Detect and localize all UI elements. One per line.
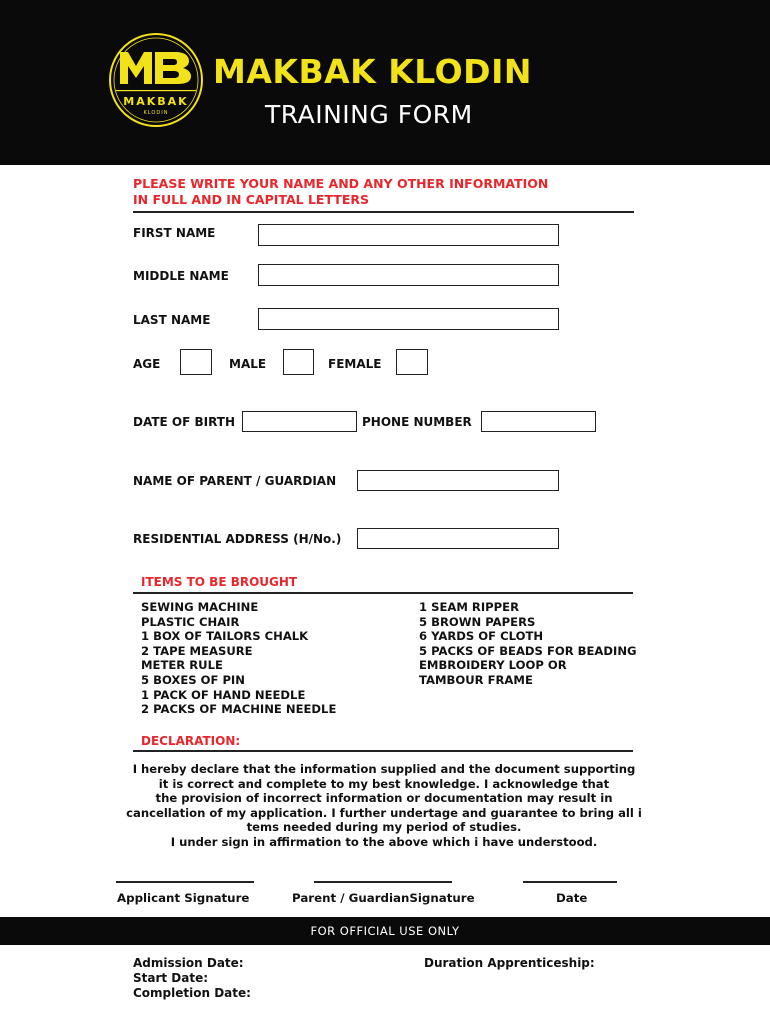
phone-number-label: PHONE NUMBER [362,415,472,429]
first-name-label: FIRST NAME [133,226,216,240]
date-of-birth-label: DATE OF BIRTH [133,415,235,429]
start-date-label: Start Date: [133,970,209,985]
makbak-logo-icon [98,32,214,128]
date-signature-line[interactable] [523,881,617,883]
date-of-birth-field[interactable] [242,411,357,432]
declaration-heading: DECLARATION: [141,734,241,748]
address-field[interactable] [357,528,559,549]
phone-number-field[interactable] [481,411,596,432]
list-item: 5 BROWN PAPERS [419,614,536,629]
list-item: 6 YARDS OF CLOTH [419,629,544,644]
applicant-signature-label: Applicant Signature [117,891,250,905]
parent-signature-label: Parent / GuardianSignature [292,891,475,905]
items-list-left [141,600,336,717]
male-checkbox[interactable] [283,349,314,375]
divider [133,211,634,213]
items-heading: ITEMS TO BE BROUGHT [141,575,298,589]
last-name-label: LAST NAME [133,313,211,327]
list-item: 2 PACKS OF MACHINE NEEDLE [141,702,337,717]
svg-text:KLODIN: KLODIN [143,110,169,116]
list-item: 1 PACK OF HAND NEEDLE [141,687,306,702]
list-item: PLASTIC CHAIR [141,614,240,629]
parent-guardian-label: NAME OF PARENT / GUARDIAN [133,474,337,488]
declaration-line: I hereby declare that the information supplied and the document supporting [132,762,636,776]
female-label: FEMALE [328,357,382,371]
list-item: SEWING MACHINE [141,600,259,614]
parent-signature-line[interactable] [314,881,452,883]
admission-date-label: Admission Date: [133,956,244,970]
instruction-line-1: PLEASE WRITE YOUR NAME AND ANY OTHER INFORMATION [133,176,549,191]
age-field[interactable] [180,349,212,375]
declaration-line: the provision of incorrect information or documentation may result in [155,791,613,806]
instruction-line-2: IN FULL AND IN CAPITAL LETTERS [133,192,369,207]
list-item: 5 PACKS OF BEADS FOR BEADING [419,643,637,658]
applicant-signature-line[interactable] [116,881,254,883]
list-item: 5 BOXES OF PIN [141,672,245,687]
male-label: MALE [229,357,267,371]
official-use-dates [133,956,251,1000]
address-label: RESIDENTIAL ADDRESS (H/No.) [133,532,342,546]
date-label: Date [556,891,588,905]
official-use-bar: FOR OFFICIAL USE ONLY [0,917,770,945]
list-item: EMBROIDERY LOOP OR [419,658,567,673]
list-item: METER RULE [141,658,223,673]
form-title: TRAINING FORM [265,100,473,129]
declaration-line: tems needed during my period of studies. [246,820,522,835]
first-name-field[interactable] [258,224,559,246]
divider [133,750,633,752]
brand-name: MAKBAK KLODIN [213,52,532,91]
declaration-line: it is correct and complete to my best knowledge. I acknowledge that [158,776,610,791]
list-item: 1 BOX OF TAILORS CHALK [141,629,309,644]
declaration-line: I under sign in affirmation to the above which i have understood. [170,834,598,849]
middle-name-field[interactable] [258,264,559,286]
age-label: AGE [133,357,161,371]
items-list-right [419,600,637,688]
parent-guardian-field[interactable] [357,470,559,491]
list-item: 1 SEAM RIPPER [419,600,520,614]
declaration-line: cancellation of my application. I further undertage and guarantee to bring all i [126,805,642,820]
divider [133,592,633,594]
svg-text:MAKBAK: MAKBAK [123,95,189,108]
header-banner [0,0,770,165]
female-checkbox[interactable] [396,349,428,375]
last-name-field[interactable] [258,308,559,330]
declaration-text [110,762,658,850]
duration-apprenticeship-label: Duration Apprenticeship: [424,956,595,970]
completion-date-label: Completion Date: [133,985,251,1000]
list-item: 2 TAPE MEASURE [141,643,253,658]
middle-name-label: MIDDLE NAME [133,269,229,283]
list-item: TAMBOUR FRAME [419,672,533,687]
